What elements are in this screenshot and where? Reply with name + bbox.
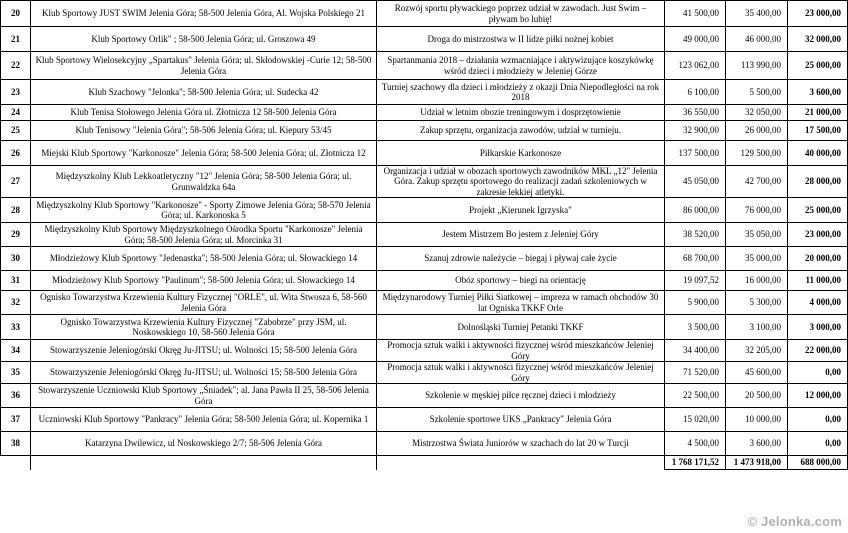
task-title: Międzynarodowy Turniej Piłki Siatkowej – impreza w ramach obchodów 30 lat Ogniska TKKF Orle	[377, 291, 665, 315]
row-number: 36	[1, 384, 31, 408]
granted-amount: 12 000,00	[788, 384, 848, 408]
table-row	[1, 271, 848, 291]
granted-amount: 23 000,00	[788, 1, 848, 27]
requested-amount: 35 400,00	[726, 1, 788, 27]
task-title: Zakup sprzętu, organizacja zawodów, udział w turnieju.	[377, 121, 665, 141]
requested-amount: 45 600,00	[726, 362, 788, 384]
granted-amount: 25 000,00	[788, 52, 848, 80]
table-row	[1, 315, 848, 340]
row-number: 23	[1, 80, 31, 105]
table-row	[1, 291, 848, 315]
requested-amount: 3 600,00	[726, 432, 788, 456]
row-number: 21	[1, 27, 31, 52]
table-row	[1, 432, 848, 456]
granted-amount: 28 000,00	[788, 166, 848, 198]
total-cost: 22 500,00	[665, 384, 726, 408]
row-number: 27	[1, 166, 31, 198]
organization-name: Międzyszkolny Klub Sportowy "Karkonosze" - Sporty Zimowe Jelenia Góra; 58-570 Jelenia Góra; ul. Karkonoska 5	[31, 198, 377, 223]
organization-name: Miejski Klub Sportowy "Karkonosze" Jelenia Góra; 58-500 Jelenia Góra; ul. Złotnicza 12	[31, 141, 377, 166]
organization-name: Stowarzyszenie Jeleniogórski Okręg Ju-JITSU; ul. Wolności 15; 58-500 Jelenia Góra	[31, 340, 377, 362]
granted-amount: 0,00	[788, 432, 848, 456]
organization-name: Ognisko Towarzystwa Krzewienia Kultury Fizycznej "ORLE", ul. Wita Stwosza 6, 58-560 Jelenia Góra	[31, 291, 377, 315]
total-cost: 36 550,00	[665, 105, 726, 121]
total-cost: 137 500,00	[665, 141, 726, 166]
organization-name: Klub Szachowy "Jelonka"; 58-500 Jelenia Góra; ul. Sudecka 42	[31, 80, 377, 105]
row-number: 29	[1, 223, 31, 247]
requested-amount: 32 050,00	[726, 105, 788, 121]
organization-name: Klub Sportowy JUST SWIM Jelenia Góra; 58-500 Jelenia Góra, Al. Wojska Polskiego 21	[31, 1, 377, 27]
table-row	[1, 198, 848, 223]
granted-amount: 17 500,00	[788, 121, 848, 141]
row-number: 24	[1, 105, 31, 121]
task-title: Turniej szachowy dla dzieci i młodzieży z okazji Dnia Niepodległości na rok 2018	[377, 80, 665, 105]
table-row	[1, 27, 848, 52]
granted-amount: 21 000,00	[788, 105, 848, 121]
task-title: Spartanmania 2018 – działania wzmacniające i aktywizujące koszykówkę wśród dzieci i młodzieży w Jeleniej Górze	[377, 52, 665, 80]
task-title: Organizacja i udział w obozach sportowych zawodników MKL „12" Jelenia Góra. Zakup sprzętu sportowego do realizacji zadań szkoleniowych w zakresie lekkiej atletyki.	[377, 166, 665, 198]
requested-amount: 3 100,00	[726, 315, 788, 340]
row-number: 31	[1, 271, 31, 291]
organization-name: Klub Tenisowy "Jelenia Góra"; 58-506 Jelenia Góra; ul. Kiepury 53/45	[31, 121, 377, 141]
granted-amount: 20 000,00	[788, 247, 848, 271]
table-row	[1, 52, 848, 80]
task-title: Promocja sztuk walki i aktywności fizycznej wśród mieszkańców Jeleniej Góry	[377, 340, 665, 362]
task-title: Jestem Mistrzem Bo jestem z Jeleniej Góry	[377, 223, 665, 247]
organization-name: Klub Tenisa Stołowego Jelenia Góra ul. Złotnicza 12 58-500 Jelenia Góra	[31, 105, 377, 121]
organization-name: Młodzieżowy Klub Sportowy "Jedenastka"; 58-500 Jelenia Góra; ul. Słowackiego 14	[31, 247, 377, 271]
organization-name: Katarzyna Dwilewicz, ul Noskowskiego 2/7; 58-506 Jelenia Góra	[31, 432, 377, 456]
task-title: Szanuj zdrowie należycie – biegaj i pływaj całe życie	[377, 247, 665, 271]
requested-amount: 16 000,00	[726, 271, 788, 291]
granted-amount: 3 000,00	[788, 315, 848, 340]
task-title: Piłkarskie Karkonosze	[377, 141, 665, 166]
requested-amount: 129 500,00	[726, 141, 788, 166]
row-number: 26	[1, 141, 31, 166]
task-title: Droga do mistrzostwa w II lidze piłki nożnej kobiet	[377, 27, 665, 52]
row-number: 34	[1, 340, 31, 362]
total-cost: 68 700,00	[665, 247, 726, 271]
table-row	[1, 362, 848, 384]
total-cost: 71 520,00	[665, 362, 726, 384]
table-row	[1, 384, 848, 408]
total-cost: 41 500,00	[665, 1, 726, 27]
requested-amount: 35 050,00	[726, 223, 788, 247]
total-cost: 32 900,00	[665, 121, 726, 141]
task-title: Udział w letnim obozie treningowym i dosprzętowienie	[377, 105, 665, 121]
row-number: 22	[1, 52, 31, 80]
table-row	[1, 408, 848, 432]
granted-amount: 0,00	[788, 362, 848, 384]
row-number: 30	[1, 247, 31, 271]
requested-amount: 35 000,00	[726, 247, 788, 271]
total-cost: 49 000,00	[665, 27, 726, 52]
total-cost: 19 097,52	[665, 271, 726, 291]
total-cost-sum: 1 768 171,52	[665, 456, 726, 470]
row-number: 20	[1, 1, 31, 27]
task-title: Promocja sztuk walki i aktywności fizycznej wśród mieszkańców Jeleniej Góry	[377, 362, 665, 384]
requested-amount: 5 500,00	[726, 80, 788, 105]
table-row	[1, 247, 848, 271]
table-row	[1, 105, 848, 121]
task-title: Mistrzostwa Świata Juniorów w szachach do lat 20 w Turcji	[377, 432, 665, 456]
requested-amount: 46 000,00	[726, 27, 788, 52]
requested-amount: 10 000,00	[726, 408, 788, 432]
grants-table-body	[1, 1, 848, 470]
granted-amount: 11 000,00	[788, 271, 848, 291]
totals-spacer	[31, 456, 377, 470]
task-title: Obóz sportowy – biegi na orientację	[377, 271, 665, 291]
requested-amount: 42 700,00	[726, 166, 788, 198]
table-row	[1, 80, 848, 105]
row-number: 25	[1, 121, 31, 141]
task-title: Projekt „Kierunek Igrzyska"	[377, 198, 665, 223]
total-cost: 3 500,00	[665, 315, 726, 340]
table-row	[1, 340, 848, 362]
table-row	[1, 223, 848, 247]
organization-name: Młodzieżowy Klub Sportowy "Paulinum"; 58-500 Jelenia Góra; ul. Słowackiego 14	[31, 271, 377, 291]
organization-name: Klub Sportowy Orlik" ; 58-500 Jelenia Góra; ul. Groszowa 49	[31, 27, 377, 52]
table-row	[1, 141, 848, 166]
organization-name: Stowarzyszenie Uczniowski Klub Sportowy „Śniadek"; al. Jana Pawła II 25, 58-506 Jelenia Góra	[31, 384, 377, 408]
total-cost: 5 900,00	[665, 291, 726, 315]
row-number: 38	[1, 432, 31, 456]
watermark: © Jelonka.com	[747, 514, 842, 529]
total-cost: 6 100,00	[665, 80, 726, 105]
granted-amount: 22 000,00	[788, 340, 848, 362]
total-cost: 15 020,00	[665, 408, 726, 432]
organization-name: Klub Sportowy Wielosekcyjny „Spartakus" Jelenia Góra; ul. Skłodowskiej -Curie 12; 58-500 Jelenia Góra	[31, 52, 377, 80]
totals-spacer	[377, 456, 665, 470]
requested-amount: 76 000,00	[726, 198, 788, 223]
totals-row	[1, 456, 848, 470]
totals-spacer	[1, 456, 31, 470]
granted-amount: 40 000,00	[788, 141, 848, 166]
granted-amount-sum: 688 000,00	[788, 456, 848, 470]
granted-amount: 3 600,00	[788, 80, 848, 105]
task-title: Rozwój sportu pływackiego poprzez udział w zawodach. Just Swim – pływam bo lubię!	[377, 1, 665, 27]
total-cost: 123 062,00	[665, 52, 726, 80]
granted-amount: 32 000,00	[788, 27, 848, 52]
row-number: 35	[1, 362, 31, 384]
total-cost: 45 050,00	[665, 166, 726, 198]
requested-amount: 20 500,00	[726, 384, 788, 408]
requested-amount: 32 205,00	[726, 340, 788, 362]
total-cost: 86 000,00	[665, 198, 726, 223]
organization-name: Międzyszkolny Klub Sportowy Międzyszkolnego Ośrodka Sportu "Karkonosze" Jelenia Góra; 58-500 Jelenia Góra; ul. Morcinka 31	[31, 223, 377, 247]
requested-amount-sum: 1 473 918,00	[726, 456, 788, 470]
table-row	[1, 1, 848, 27]
total-cost: 34 400,00	[665, 340, 726, 362]
table-row	[1, 121, 848, 141]
task-title: Szkolenie w męskiej piłce ręcznej dzieci i młodzieży	[377, 384, 665, 408]
total-cost: 4 500,00	[665, 432, 726, 456]
organization-name: Ognisko Towarzystwa Krzewienia Kultury Fizycznej "Zabobrze" przy JSM, ul. Noskowskiego 10, 58-560 Jelenia Góra	[31, 315, 377, 340]
granted-amount: 23 000,00	[788, 223, 848, 247]
row-number: 33	[1, 315, 31, 340]
organization-name: Uczniowski Klub Sportowy "Pankracy" Jelenia Góra; 58-500 Jelenia Góra; ul. Kopernika 1	[31, 408, 377, 432]
organization-name: Stowarzyszenie Jeleniogórski Okręg Ju-JITSU; ul. Wolności 15; 58-500 Jelenia Góra	[31, 362, 377, 384]
total-cost: 38 520,00	[665, 223, 726, 247]
row-number: 37	[1, 408, 31, 432]
task-title: Szkolenie sportowe UKS „Pankracy" Jelenia Góra	[377, 408, 665, 432]
task-title: Dolnośląski Turniej Petanki TKKF	[377, 315, 665, 340]
requested-amount: 26 000,00	[726, 121, 788, 141]
row-number: 28	[1, 198, 31, 223]
granted-amount: 4 000,00	[788, 291, 848, 315]
granted-amount: 25 000,00	[788, 198, 848, 223]
table-row	[1, 166, 848, 198]
granted-amount: 0,00	[788, 408, 848, 432]
organization-name: Międzyszkolny Klub Lekkoatletyczny "12" Jelenia Góra; 58-500 Jelenia Góra; ul. Grunwaldzka 64a	[31, 166, 377, 198]
requested-amount: 113 990,00	[726, 52, 788, 80]
row-number: 32	[1, 291, 31, 315]
requested-amount: 5 300,00	[726, 291, 788, 315]
